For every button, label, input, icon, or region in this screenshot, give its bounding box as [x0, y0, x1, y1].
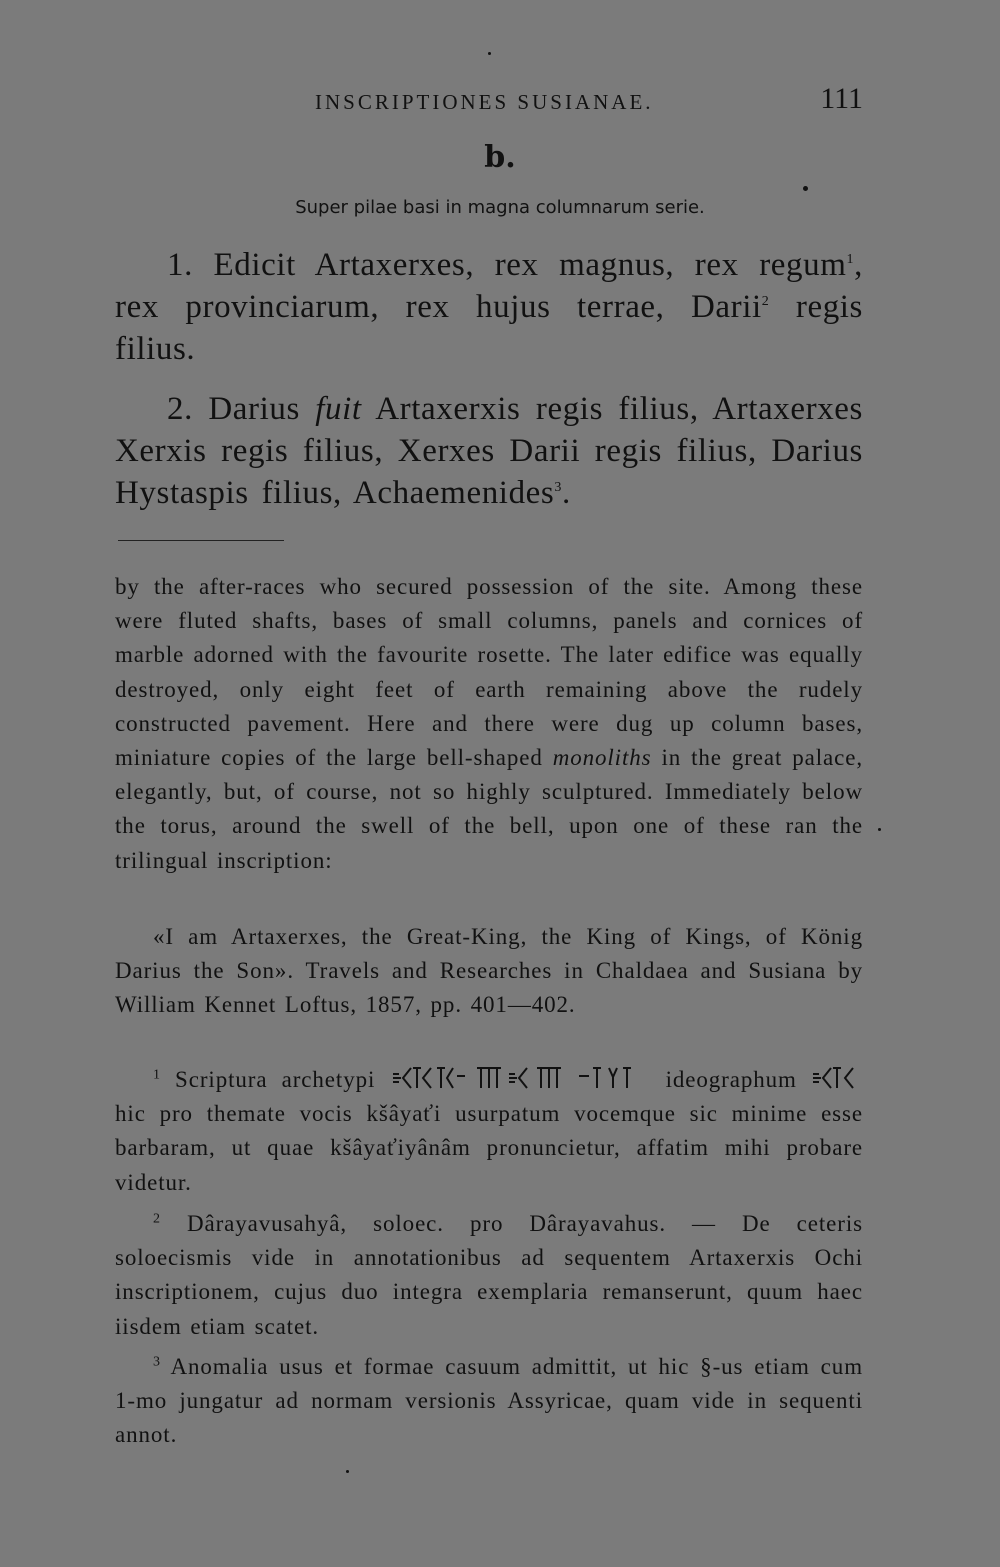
inscription-text: Artaxerxis regis filius, Artaxerxes Xerxis regis filius, Xerxes Darii regis filius, Darius Hystaspis filius, Achaemenides [115, 391, 863, 511]
paper-speck [878, 828, 881, 831]
section-letter: b. [484, 140, 516, 175]
divider-rule [118, 540, 284, 541]
italic-word: fuit [315, 391, 362, 427]
footnote-2 [115, 1207, 863, 1344]
commentary-text: by the after-races who secured possession of the site. Among these were fluted shafts, bases of small columns, panels and cornices of marble adorned with the favourite rosette. The later edifice was equally destroyed, only eight feet of earth remaining above the rudely constructed pavement. Here and there were dug up column bases, miniature copies of the large bell-shaped [115, 574, 863, 771]
footnote-marker: 2 [153, 1211, 161, 1227]
commentary-text: in the great palace, elegantly, but, of course, not so highly sculptured. Immediately below the torus, around the swell of the bell, upon one of these ran the trilingual inscription: [115, 745, 863, 873]
page-number: 111 [820, 82, 863, 115]
footnote-ref: 1 [846, 252, 855, 267]
footnote-3 [115, 1350, 863, 1453]
italic-word: monoliths [552, 745, 652, 771]
inscription-paragraph-2 [115, 388, 863, 514]
footnote-text: ideographum [651, 1067, 811, 1092]
inscription-text: , rex provinciarum, rex hujus terrae, Darii [115, 247, 863, 325]
footnote-1 [115, 1063, 863, 1200]
paper-speck [803, 186, 808, 191]
cuneiform-signs-icon [389, 1065, 651, 1091]
footnote-text: Dârayavusahyâ, soloec. pro Dârayavahus. — De ceteris soloecismis vide in annotationibus ad sequentem Artaxerxis Ochi inscriptionem, cujus duo integra exemplaria remanserunt, quum haec iisdem etiam scatet. [115, 1211, 863, 1339]
paper-speck [488, 52, 491, 55]
footnote-ref: 2 [761, 294, 770, 309]
inscription-text: 2. Darius [167, 391, 316, 427]
inscription-text: . [561, 475, 571, 511]
inscription-paragraph-1 [115, 244, 863, 370]
footnote-text: Scriptura archetypi [160, 1067, 390, 1092]
footnote-marker: 3 [153, 1354, 161, 1370]
inscription-text: 1. Edicit Artaxerxes, rex magnus, rex regum [167, 247, 847, 283]
running-title: INSCRIPTIONES SUSIANAE. [315, 90, 654, 114]
commentary-paragraph-2: «I am Artaxerxes, the Great-King, the King of Kings, of König Darius the Son». Travels and Researches in Chaldaea and Susiana by William Kennet Loftus, 1857, pp. 401—402. [115, 924, 863, 1018]
footnote-ref: 3 [554, 480, 562, 495]
paper-speck [346, 1470, 349, 1473]
cuneiform-ideogram-icon [811, 1065, 863, 1091]
footnote-text: Anomalia usus et formae casuum admittit, ut hic §-us etiam cum 1-mo jungatur ad normam versionis Assyricae, quam vide in sequenti annot. [115, 1354, 863, 1448]
footnote-text: hic pro themate vocis kšâyaťi usurpatum vocemque sic minime esse barbaram, ut quae kšâyaťiyânâm pronuncietur, affatim mihi probare videtur. [115, 1101, 863, 1195]
footnote-marker: 1 [153, 1067, 161, 1083]
commentary-paragraph-1 [115, 570, 863, 878]
section-caption: Super pilae basi in magna columnarum serie. [295, 197, 705, 218]
page-header [115, 84, 863, 120]
inscription-text: regis filius. [115, 289, 863, 367]
